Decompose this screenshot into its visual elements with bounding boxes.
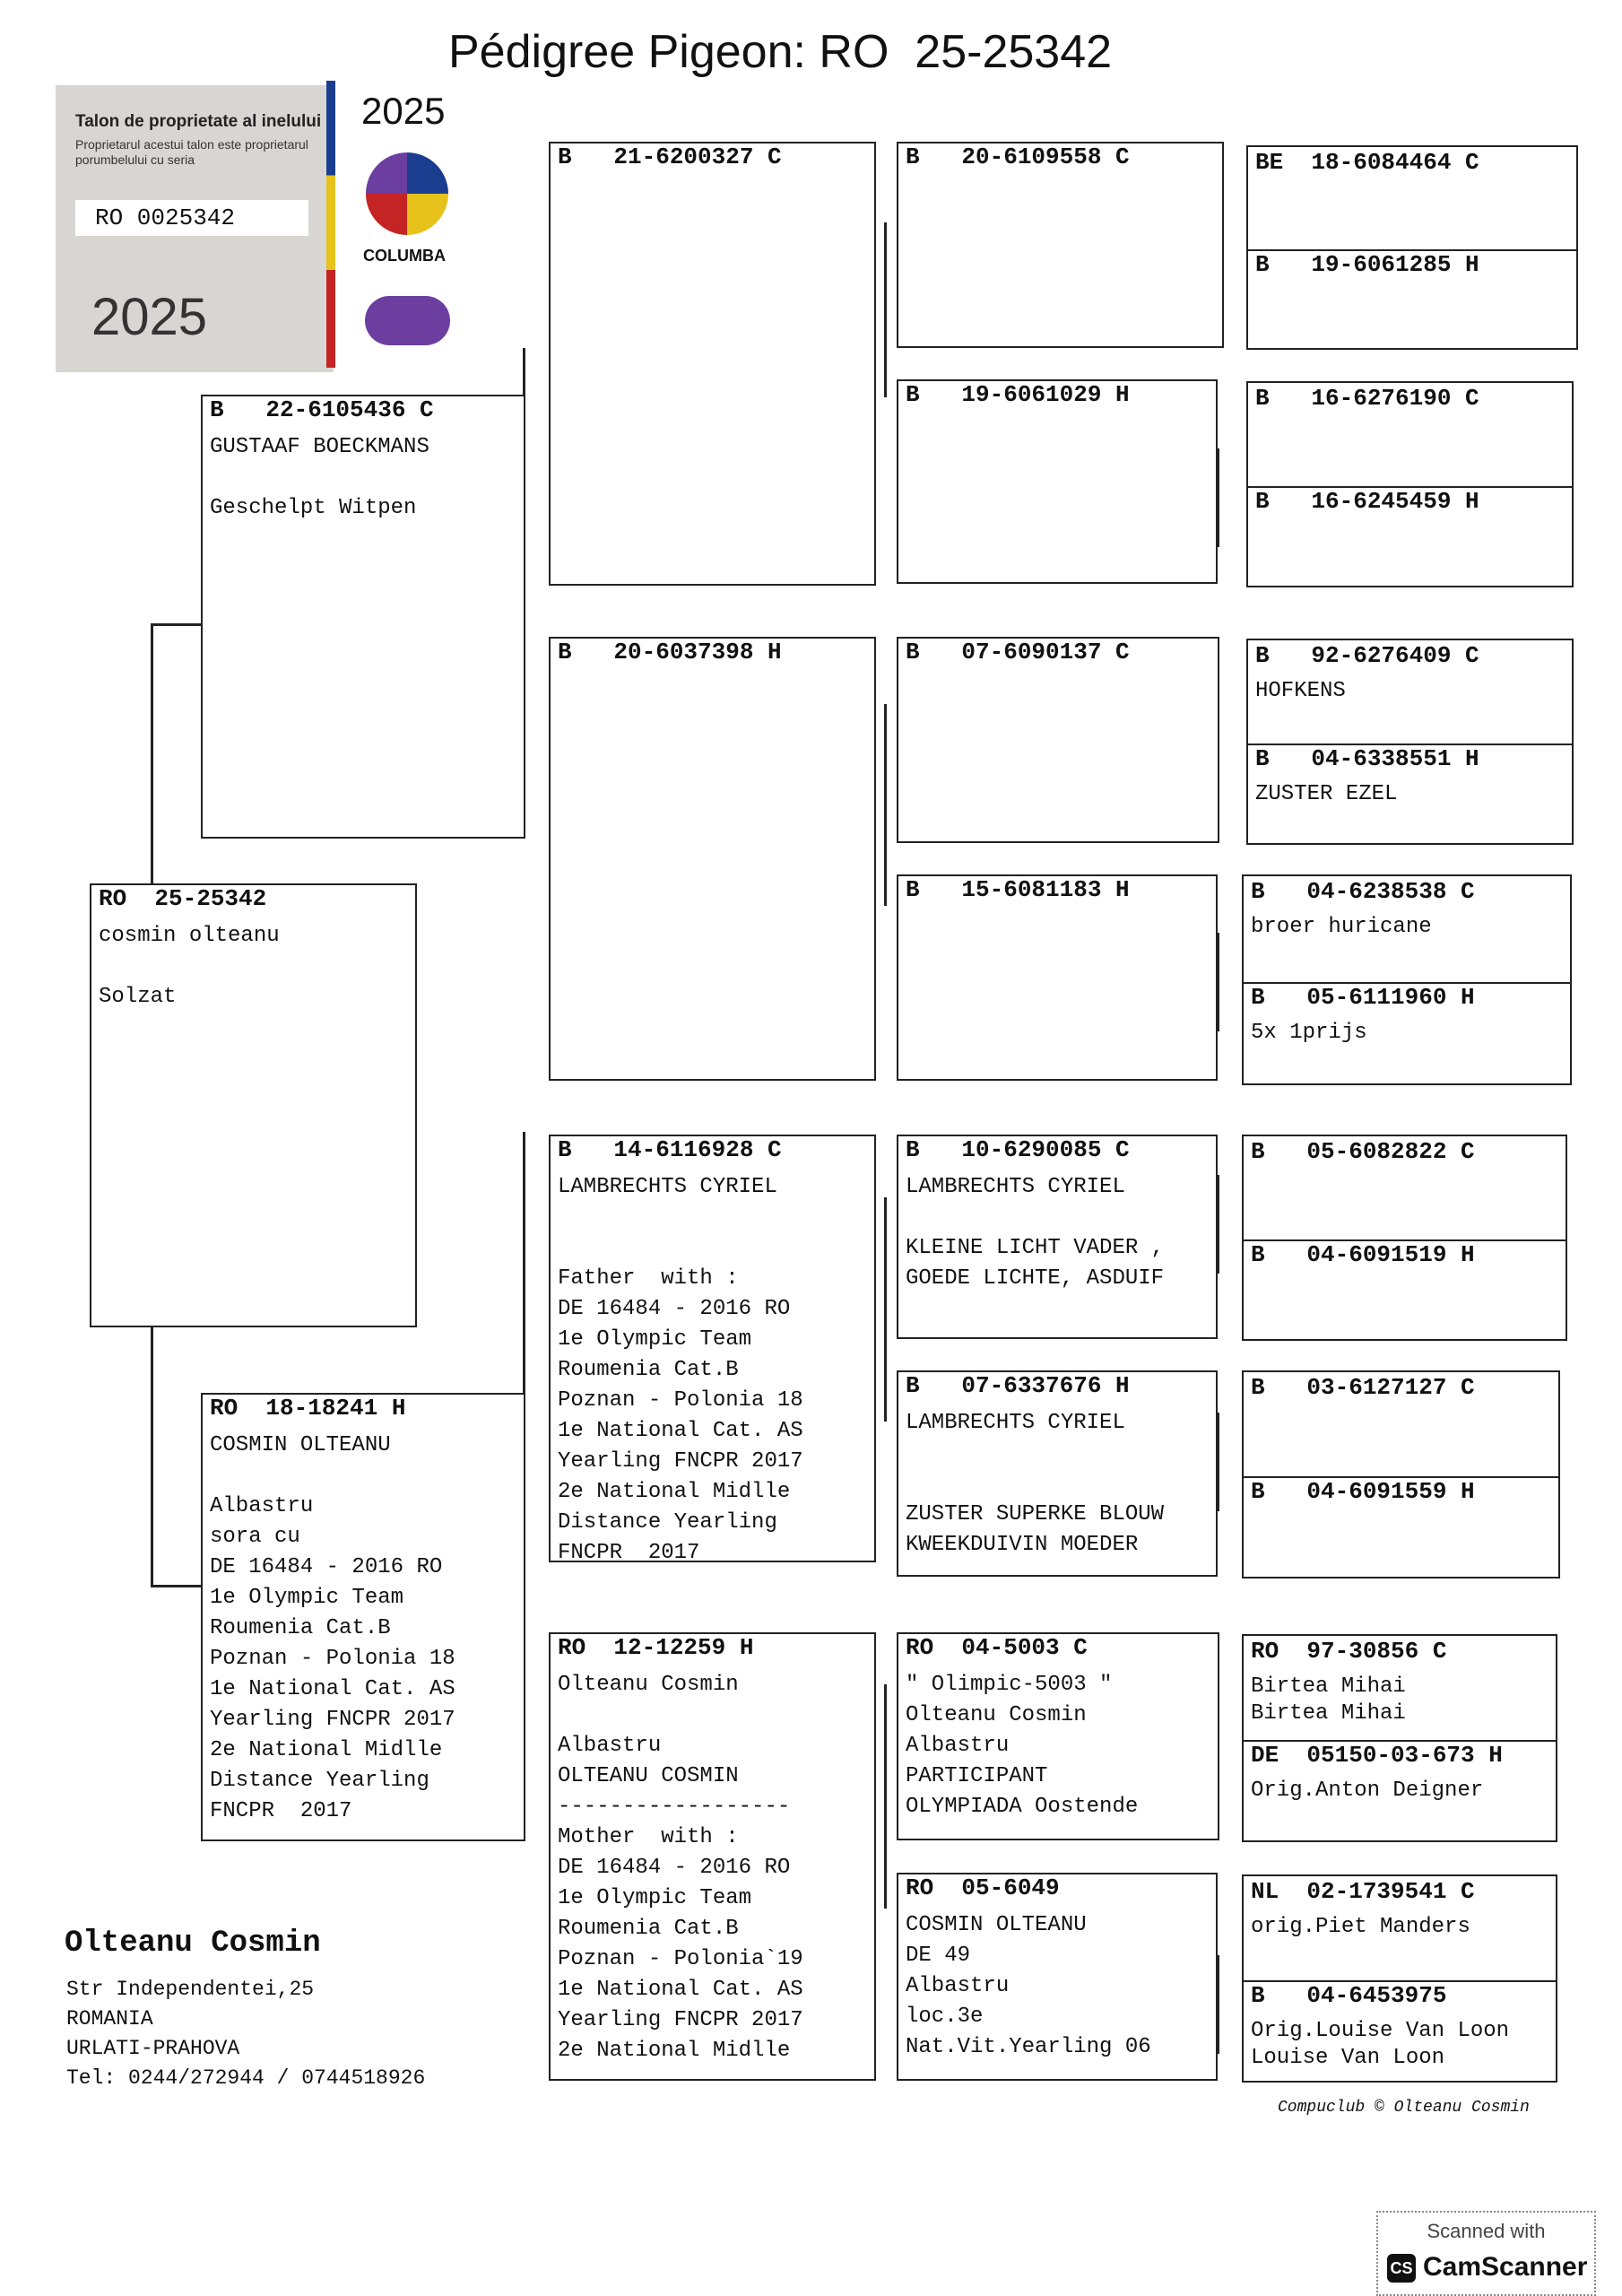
pigeon-info-line: Albastru [558, 1734, 662, 1758]
pigeon-info-line: ZUSTER SUPERKE BLOUW [906, 1502, 1165, 1526]
pigeon-card-mf [549, 1135, 876, 1565]
ring-number: B 16-6276190 C [1255, 385, 1479, 412]
pigeon-card-mother [201, 1393, 525, 1841]
pigeon-info-line: 1e Olympic Team [558, 1327, 752, 1352]
logo-text: COLUMBA [363, 247, 446, 265]
ring-number: RO 25-25342 [99, 885, 267, 912]
pigeon-info-line: 1e National Cat. AS [558, 1978, 803, 2002]
ring-number: RO 05-6049 [906, 1874, 1060, 1901]
pigeon-info-line: Roumenia Cat.B [210, 1616, 391, 1640]
pigeon-info-line: DE 16484 - 2016 RO [558, 1297, 791, 1321]
pigeon-info-line: Yearling FNCPR 2017 [558, 1449, 803, 1474]
pigeon-info-line: Poznan - Polonia 18 [558, 1388, 803, 1413]
ring-number: RO 12-12259 H [558, 1634, 754, 1661]
ring-number: B 07-6337676 H [906, 1372, 1130, 1399]
ring-certificate [56, 85, 334, 372]
ring-number: B 05-6082822 C [1251, 1138, 1475, 1165]
page-title: Pédigree Pigeon: RO 25-25342 [448, 26, 1113, 78]
certificate-subtitle: Proprietarul acestui talon este proprietarul porumbelului cu seria [75, 137, 308, 167]
scanner-caption: Scanned with [1427, 2220, 1546, 2242]
pigeon-card-ffm [897, 379, 1218, 584]
pigeon-info-line: Birtea Mihai [1251, 1674, 1406, 1699]
ring-number: NL 02-1739541 C [1251, 1878, 1475, 1905]
divider [1244, 1980, 1556, 1982]
ring-number: B 92-6276409 C [1255, 642, 1479, 669]
pigeon-info-line: 1e Olympic Team [558, 1886, 752, 1910]
pigeon-info-line: DE 16484 - 2016 RO [558, 1856, 791, 1880]
footer-credit: Compuclub © Olteanu Cosmin [1278, 2099, 1530, 2117]
pigeon-info-line: Solzat [99, 985, 177, 1009]
pigeon-pair-card [1246, 639, 1574, 845]
pigeon-info-line: Poznan - Polonia 18 [210, 1647, 455, 1671]
ring-number: B 03-6127127 C [1251, 1374, 1475, 1401]
pigeon-info-line: DE 49 [906, 1944, 971, 1968]
pigeon-info-line: GUSTAAF BOECKMANS [210, 435, 429, 459]
ring-number: B 07-6090137 C [906, 639, 1130, 665]
pigeon-pair-card [1246, 381, 1574, 587]
pigeon-info-line: Albastru [906, 1974, 1010, 1998]
ring-number: B 04-6338551 H [1255, 745, 1479, 772]
pigeon-info-line: FNCPR 2017 [210, 1799, 352, 1823]
pigeon-info-line: OLYMPIADA Oostende [906, 1795, 1139, 1819]
pigeon-info-line: PARTICIPANT [906, 1764, 1048, 1788]
ring-number: B 04-6091559 H [1251, 1478, 1475, 1505]
pigeon-info-line: Birtea Mihai [1251, 1701, 1406, 1726]
pigeon-info-line: Yearling FNCPR 2017 [558, 2008, 803, 2032]
ring-number: B 20-6109558 C [906, 144, 1130, 170]
pigeon-pair-card [1242, 874, 1572, 1085]
pigeon-info-line: Orig.Louise Van Loon [1251, 2019, 1510, 2043]
pigeon-info-line: Albastru [210, 1494, 314, 1518]
pigeon-info-line: Roumenia Cat.B [558, 1358, 739, 1382]
columba-logo-icon [366, 152, 448, 235]
pigeon-info-line: KLEINE LICHT VADER , [906, 1236, 1165, 1260]
pigeon-card-mfm [897, 1370, 1218, 1577]
pigeon-info-line: Father with : [558, 1266, 739, 1291]
owner-city: URLATI-PRAHOVA [66, 2037, 240, 2060]
ring-number: DE 05150-03-673 H [1251, 1742, 1503, 1769]
ring-number: B 15-6081183 H [906, 876, 1130, 903]
owner-address: Str Independentei,25 [66, 1978, 315, 2001]
ring-number: B 04-6238538 C [1251, 878, 1475, 905]
divider [1244, 1239, 1566, 1241]
ring-number: B 10-6290085 C [906, 1136, 1130, 1163]
pigeon-card-fff [897, 142, 1224, 348]
pigeon-card-father [201, 395, 525, 839]
pigeon-emblem-icon [365, 296, 450, 345]
ring-number: B 22-6105436 C [210, 396, 434, 423]
pigeon-info-line: ------------------ [558, 1795, 791, 1819]
divider [1248, 744, 1572, 745]
divider [1248, 486, 1572, 488]
pigeon-pair-card [1246, 145, 1578, 350]
pigeon-info-line: LAMBRECHTS CYRIEL [906, 1175, 1125, 1199]
flag-stripe [326, 81, 335, 368]
pigeon-info-line: Orig.Anton Deigner [1251, 1779, 1484, 1803]
pigeon-card-mmm [897, 1873, 1218, 2081]
ring-number: BE 18-6084464 C [1255, 149, 1479, 176]
side-year: 2025 [361, 90, 446, 132]
pigeon-info-line: Albastru [906, 1734, 1010, 1758]
pigeon-info-line: Louise Van Loon [1251, 2046, 1445, 2070]
ring-number: B 19-6061285 H [1255, 251, 1479, 278]
pigeon-info-line: Mother with : [558, 1825, 739, 1849]
divider [1244, 982, 1570, 984]
camscanner-icon: CS [1387, 2254, 1416, 2283]
pigeon-card-ff [549, 142, 876, 586]
pigeon-info-line: Yearling FNCPR 2017 [210, 1708, 455, 1732]
certificate-heading: Talon de proprietate al inelului [75, 112, 322, 131]
owner-name: Olteanu Cosmin [65, 1926, 321, 1961]
pigeon-info-line: HOFKENS [1255, 679, 1346, 703]
pigeon-card-mff [897, 1135, 1218, 1339]
pigeon-info-line: 1e Olympic Team [210, 1586, 404, 1610]
pigeon-card-fmm [897, 874, 1218, 1081]
pigeon-info-line: Roumenia Cat.B [558, 1917, 739, 1941]
pigeon-info-line: KWEEKDUIVIN MOEDER [906, 1533, 1139, 1557]
pigeon-info-line: FNCPR 2017 [558, 1541, 700, 1565]
ring-number: B 14-6116928 C [558, 1136, 782, 1163]
pigeon-info-line: 1e National Cat. AS [210, 1677, 455, 1701]
owner-country: ROMANIA [66, 2007, 153, 2031]
pigeon-info-line: ZUSTER EZEL [1255, 782, 1398, 806]
pigeon-card-fm [549, 637, 876, 1081]
pigeon-pair-card [1242, 1135, 1567, 1341]
ring-number: B 19-6061029 H [906, 381, 1130, 408]
pigeon-info-line: LAMBRECHTS CYRIEL [906, 1411, 1125, 1435]
ring-number: B 04-6091519 H [1251, 1241, 1475, 1268]
pigeon-info-line: sora cu [210, 1525, 300, 1549]
pigeon-card-fmf [897, 637, 1219, 843]
pigeon-card-subject [90, 883, 417, 1327]
pigeon-info-line: Olteanu Cosmin [906, 1703, 1087, 1727]
divider [1244, 1740, 1556, 1742]
pigeon-info-line: Geschelpt Witpen [210, 496, 417, 520]
pigeon-info-line: DE 16484 - 2016 RO [210, 1555, 443, 1579]
ring-number: RO 0025342 [75, 200, 308, 236]
pigeon-info-line: cosmin olteanu [99, 924, 280, 948]
pigeon-info-line: broer huricane [1251, 915, 1432, 939]
pigeon-info-line: Distance Yearling [558, 1510, 777, 1535]
pigeon-info-line: 5x 1prijs [1251, 1020, 1367, 1045]
pigeon-info-line: Poznan - Polonia`19 [558, 1947, 803, 1971]
pigeon-info-line: COSMIN OLTEANU [210, 1433, 391, 1457]
pigeon-card-mm [549, 1632, 876, 2081]
certificate-year: 2025 [91, 288, 208, 346]
scanner-brand: CamScanner [1423, 2252, 1588, 2282]
pigeon-info-line: GOEDE LICHTE, ASDUIF [906, 1266, 1165, 1291]
ring-number: B 20-6037398 H [558, 639, 782, 665]
pigeon-info-line: LAMBRECHTS CYRIEL [558, 1175, 777, 1199]
pigeon-info-line: OLTEANU COSMIN [558, 1764, 739, 1788]
pigeon-pair-card [1242, 1634, 1557, 1842]
ring-number: RO 97-30856 C [1251, 1638, 1447, 1665]
pigeon-info-line: " Olimpic-5003 " [906, 1673, 1113, 1697]
pigeon-pair-card [1242, 1370, 1560, 1578]
pigeon-info-line: Distance Yearling [210, 1769, 429, 1793]
pigeon-info-line: 2e National Midlle [210, 1738, 443, 1762]
pigeon-info-line: orig.Piet Manders [1251, 1915, 1470, 1939]
divider [1244, 1476, 1558, 1478]
pigeon-info-line: Olteanu Cosmin [558, 1673, 739, 1697]
pigeon-pair-card [1242, 1874, 1557, 2083]
ring-number: B 04-6453975 [1251, 1982, 1447, 2009]
ring-number: RO 04-5003 C [906, 1634, 1088, 1661]
pigeon-info-line: COSMIN OLTEANU [906, 1913, 1087, 1937]
pigeon-info-line: 1e National Cat. AS [558, 1419, 803, 1443]
pigeon-info-line: 2e National Midlle [558, 2039, 791, 2063]
pigeon-info-line: loc.3e [906, 2005, 984, 2029]
ring-number: B 05-6111960 H [1251, 983, 1475, 1011]
ring-number: B 16-6245459 H [1255, 488, 1479, 515]
scanner-watermark [1376, 2211, 1596, 2296]
owner-phone: Tel: 0244/272944 / 0744518926 [66, 2066, 426, 2090]
pigeon-card-mmf [897, 1632, 1219, 1840]
pigeon-info-line: 2e National Midlle [558, 1480, 791, 1504]
divider [1248, 249, 1576, 251]
ring-number: RO 18-18241 H [210, 1395, 406, 1422]
ring-number: B 21-6200327 C [558, 144, 782, 170]
pigeon-info-line: Nat.Vit.Yearling 06 [906, 2035, 1151, 2059]
